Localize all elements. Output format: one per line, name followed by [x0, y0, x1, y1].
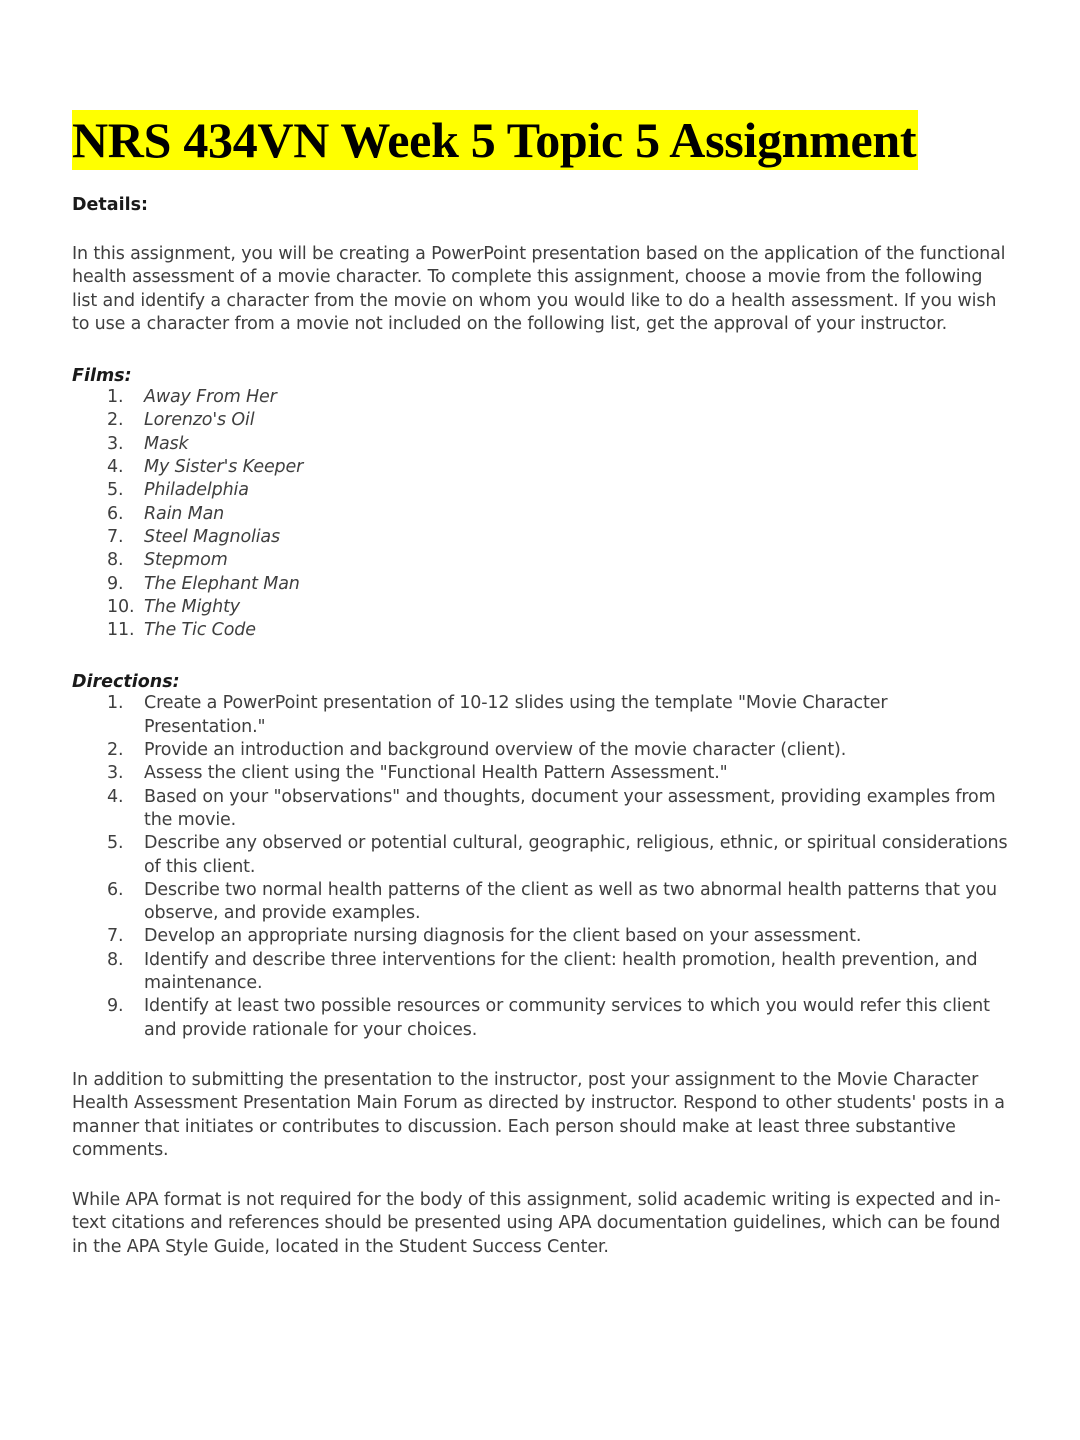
direction-item	[72, 762, 1012, 785]
film-item	[72, 503, 1012, 526]
direction-text: Describe two normal health patterns of the client as well as two abnormal health patterns that you observe, and provide examples.	[144, 879, 997, 924]
directions-list	[72, 692, 1012, 1041]
film-item	[72, 456, 1012, 479]
films-list	[72, 386, 1012, 642]
list-number: 2.	[107, 740, 124, 761]
intro-paragraph: In this assignment, you will be creating a PowerPoint presentation based on the application of the functional health assessment of a movie character. To complete this assignment, choose a movie from the following list and identify a character from the movie on whom you would like to do a health assessment. If you wish to use a character from a movie not included on the following list, get the approval of your instructor.	[72, 244, 1006, 334]
film-item	[72, 549, 1012, 572]
direction-item	[72, 879, 1012, 926]
film-title: Philadelphia	[144, 480, 249, 501]
list-number: 9.	[107, 573, 124, 594]
direction-item	[72, 949, 1012, 996]
film-item	[72, 479, 1012, 502]
page-title: NRS 434VN Week 5 Topic 5 Assignment	[72, 112, 917, 168]
direction-item	[72, 739, 1012, 762]
details-heading: Details:	[72, 195, 148, 215]
film-item	[72, 386, 1012, 409]
title-highlight	[72, 110, 918, 170]
film-title: Mask	[144, 433, 189, 454]
list-number: 3.	[107, 763, 124, 784]
list-number: 6.	[107, 503, 124, 524]
list-number: 9.	[107, 996, 124, 1017]
forum-paragraph: In addition to submitting the presentation to the instructor, post your assignment to the Movie Character Health Assessment Presentation Main Forum as directed by instructor. Respond to other students' posts in a manner that initiates or contributes to discussion. Each person should make at least three substantive comments.	[72, 1069, 1005, 1160]
list-number: 7.	[107, 526, 124, 547]
film-title: The Elephant Man	[144, 573, 300, 594]
direction-item	[72, 925, 1012, 948]
film-title: Steel Magnolias	[144, 526, 280, 547]
film-title: The Tic Code	[144, 620, 256, 641]
direction-item	[72, 786, 1012, 833]
film-title: The Mighty	[144, 596, 240, 617]
film-item	[72, 619, 1012, 642]
film-item	[72, 409, 1012, 432]
list-number: 7.	[107, 926, 124, 947]
list-number: 5.	[107, 833, 124, 854]
direction-item	[72, 995, 1012, 1042]
document-page	[72, 110, 1012, 1259]
list-number: 4.	[107, 786, 124, 807]
film-title: My Sister's Keeper	[144, 457, 304, 478]
apa-paragraph: While APA format is not required for the body of this assignment, solid academic writing is expected and in-text citations and references should be presented using APA documentation guidelines, which can be found in the APA Style Guide, located in the Student Success Center.	[72, 1190, 1001, 1257]
direction-text: Identify at least two possible resources or community services to which you would refer this client and provide rationale for your choices.	[144, 996, 990, 1040]
direction-text: Identify and describe three interventions for the client: health promotion, health prevention, and maintenance.	[144, 949, 978, 994]
list-number: 2.	[107, 410, 124, 431]
list-number: 1.	[107, 387, 124, 408]
list-number: 3.	[107, 433, 124, 454]
film-item	[72, 433, 1012, 456]
direction-text: Describe any observed or potential cultural, geographic, religious, ethnic, or spiritual considerations of this client.	[144, 833, 1008, 877]
direction-text: Provide an introduction and background overview of the movie character (client).	[144, 740, 847, 761]
direction-text: Assess the client using the "Functional Health Pattern Assessment."	[144, 763, 728, 784]
films-heading: Films:	[72, 366, 132, 387]
film-title: Rain Man	[144, 503, 225, 524]
list-number: 8.	[107, 550, 124, 571]
list-number: 11.	[107, 620, 135, 641]
direction-item	[72, 832, 1012, 879]
direction-text: Based on your "observations" and thoughts, document your assessment, providing examples from the movie.	[144, 786, 996, 830]
film-item	[72, 596, 1012, 619]
direction-item	[72, 692, 1012, 739]
directions-heading: Directions:	[72, 672, 180, 693]
list-number: 10.	[107, 596, 135, 617]
list-number: 8.	[107, 949, 124, 970]
direction-text: Create a PowerPoint presentation of 10-12 slides using the template "Movie Character Presentation."	[144, 693, 888, 737]
film-title: Away From Her	[144, 387, 277, 408]
direction-text: Develop an appropriate nursing diagnosis for the client based on your assessment.	[144, 926, 862, 947]
film-item	[72, 573, 1012, 596]
film-title: Lorenzo's Oil	[144, 410, 255, 431]
list-number: 6.	[107, 879, 124, 900]
film-title: Stepmom	[144, 550, 228, 571]
film-item	[72, 526, 1012, 549]
list-number: 5.	[107, 480, 124, 501]
list-number: 1.	[107, 693, 124, 714]
list-number: 4.	[107, 457, 124, 478]
